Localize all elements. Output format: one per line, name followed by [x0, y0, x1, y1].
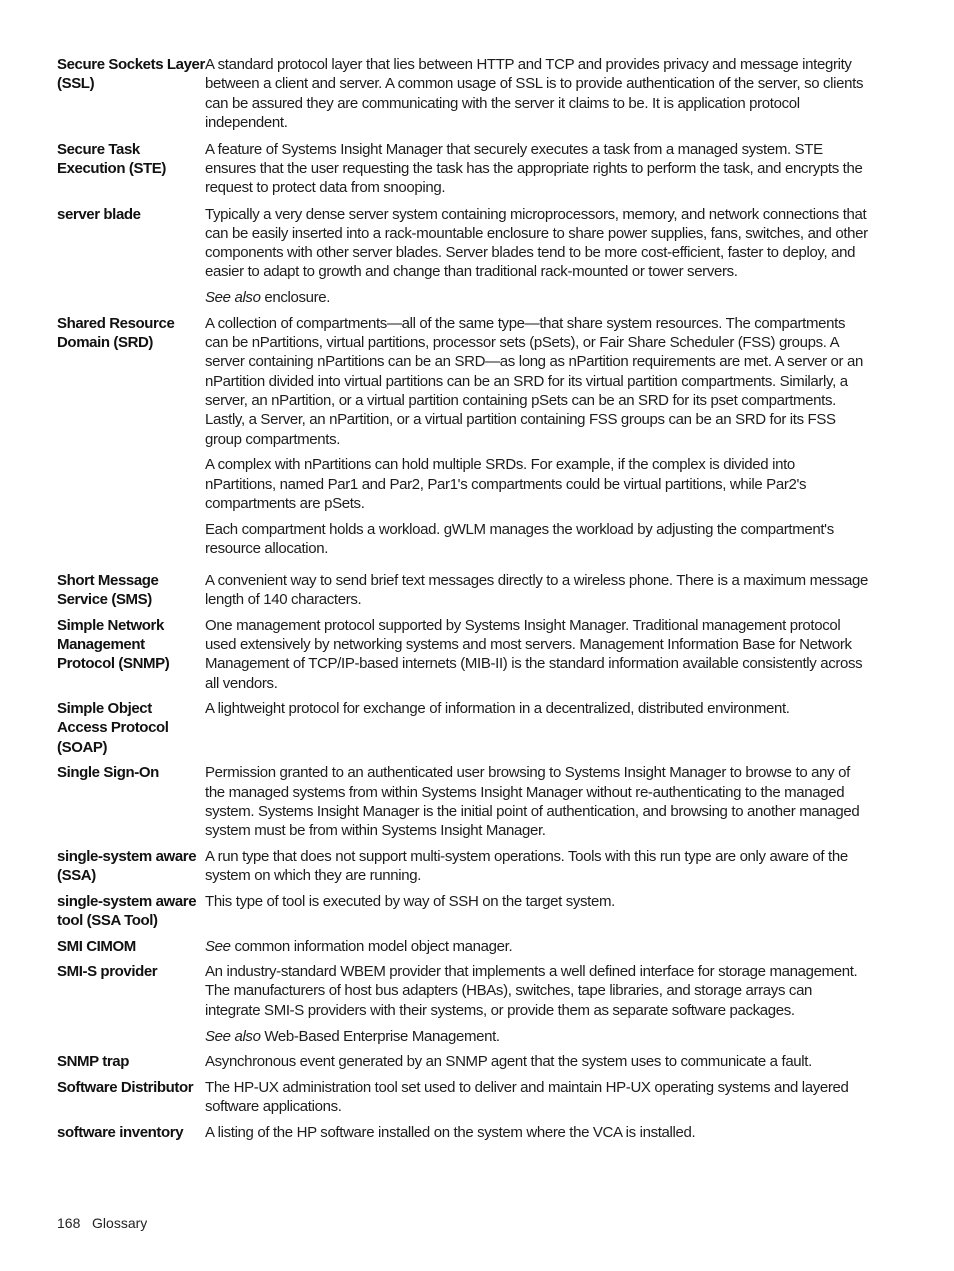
definition-paragraph: This type of tool is executed by way of SSH on the target system.: [205, 892, 615, 910]
page-number: 168: [57, 1215, 81, 1231]
see-also-label: See: [205, 937, 231, 955]
glossary-definition: [205, 55, 869, 132]
glossary-term: Short Message Service (SMS): [57, 571, 159, 609]
glossary-list: [57, 55, 869, 1142]
see-also-target: Web-Based Enterprise Management.: [260, 1027, 500, 1045]
definition-paragraph: An industry-standard WBEM provider that implements a well defined interface for storage management. The manufacturers of host bus adapters (HBAs), switches, tape libraries, and storage arrays can integrate SMI-S providers with their systems, or provide them as separate software packages.: [205, 963, 858, 1019]
see-also-target: common information model object manager.: [230, 937, 513, 955]
glossary-term: Secure Task Execution (STE): [57, 140, 167, 177]
glossary-term: single-system aware (SSA): [57, 847, 197, 885]
glossary-term: server blade: [57, 205, 141, 223]
definition-paragraph: A feature of Systems Insight Manager that securely executes a task from a managed system. STE ensures that the user requesting the task has the appropriate rights to perform the task, and encrypts the request to protect data from snooping.: [205, 140, 863, 197]
see-also-reference: [205, 1027, 869, 1046]
definition-paragraph: Permission granted to an authenticated user browsing to Systems Insight Manager to browse to any of the managed systems from within Systems Insight Manager without re-authenticating to the managed system. Systems Insight Manager is the initial point of authentication, and browsing to another managed system must be from within Systems Insight Manager.: [205, 764, 860, 840]
glossary-definition: [205, 1123, 869, 1142]
glossary-definition: [205, 937, 869, 956]
glossary-term: SMI-S provider: [57, 963, 158, 981]
definition-paragraph: A listing of the HP software installed on the system where the VCA is installed.: [205, 1123, 696, 1141]
glossary-term: SNMP trap: [57, 1053, 129, 1071]
definition-paragraph: The HP-UX administration tool set used to deliver and maintain HP-UX operating systems and layered software applications.: [205, 1078, 849, 1116]
see-also-label: See also: [205, 289, 261, 307]
glossary-entry: [57, 847, 869, 886]
glossary-term: software inventory: [57, 1123, 184, 1141]
glossary-entry: [57, 892, 869, 931]
definition-paragraph: A lightweight protocol for exchange of information in a decentralized, distributed environment.: [205, 700, 790, 718]
glossary-definition: [205, 314, 869, 559]
definition-paragraph: One management protocol supported by Systems Insight Manager. Traditional management protocol used extensively by networking systems and most servers. Management Information Base for Network Management of TCP/IP-based internets (MIB-II) is the standard information available consistently across all vendors.: [205, 616, 863, 692]
see-also-reference: [205, 937, 869, 956]
definition-paragraph: Typically a very dense server system containing microprocessors, memory, and network connections that can be easily inserted into a rack-mountable enclosure to share power supplies, fans, switches, and other components with other server blades. Server blades tend to be more cost-efficient, faster to deploy, and easier to adapt to growth and change than traditional rack-mounted or tower servers.: [205, 205, 868, 281]
definition-paragraph: Asynchronous event generated by an SNMP agent that the system uses to communicate a fault.: [205, 1053, 812, 1071]
glossary-entry: [57, 763, 869, 840]
definition-paragraph: A run type that does not support multi-system operations. Tools with this run type are only aware of the system on which they are running.: [205, 847, 848, 885]
see-also-target: enclosure.: [260, 289, 331, 307]
see-also-label: See also: [205, 1027, 261, 1045]
glossary-entry: [57, 205, 869, 308]
glossary-entry: [57, 314, 869, 559]
glossary-term: Simple Object Access Protocol (SOAP): [57, 700, 169, 756]
definition-paragraph: A standard protocol layer that lies between HTTP and TCP and provides privacy and message integrity between a client and server. A common usage of SSL is to provide authentication of the server, so clients can be assured they are communicating with the server it claims to be. It is application protocol independent.: [205, 56, 864, 131]
glossary-term: Simple Network Management Protocol (SNMP): [57, 616, 170, 673]
glossary-entry: [57, 1052, 869, 1071]
glossary-definition: [205, 1052, 869, 1071]
glossary-entry: [57, 571, 869, 610]
glossary-definition: [205, 962, 869, 1046]
glossary-term: single-system aware tool (SSA Tool): [57, 892, 197, 929]
glossary-definition: [205, 140, 869, 198]
glossary-term: Secure Sockets Layer (SSL): [57, 56, 205, 93]
footer-section-title: Glossary: [92, 1215, 148, 1231]
glossary-entry: [57, 937, 869, 956]
glossary-definition: [205, 616, 869, 693]
glossary-term: SMI CIMOM: [57, 937, 136, 955]
glossary-definition: [205, 892, 869, 931]
glossary-definition: [205, 847, 869, 886]
glossary-entry: [57, 1078, 869, 1117]
definition-paragraph: A complex with nPartitions can hold multiple SRDs. For example, if the complex is divided into nPartitions, named Par1 and Par2, Par1's compartments could be virtual partitions, while Par2's compartments are pSets.: [205, 456, 807, 513]
definition-paragraph: Each compartment holds a workload. gWLM manages the workload by adjusting the compartment's resource allocation.: [205, 520, 834, 558]
glossary-entry: [57, 699, 869, 757]
see-also-reference: [205, 288, 869, 307]
glossary-definition: [205, 571, 869, 610]
glossary-entry: [57, 962, 869, 1046]
glossary-entry: [57, 140, 869, 198]
glossary-term: Shared Resource Domain (SRD): [57, 314, 175, 352]
definition-paragraph: A collection of compartments—all of the same type—that share system resources. The compartments can be nPartitions, virtual partitions, processor sets (pSets), or Fair Share Scheduler (FSS) groups. A server containing nPartitions can be an SRD—as long as nPartition requirements are met. A server or an nPartition divided into virtual partitions can be an SRD for its virtual partition compartments. Similarly, a server, an nPartition, or a virtual partition containing pSets can be an SRD for its pset compartments. Lastly, a Server, an nPartition, or a virtual partition containing FSS groups can be an SRD for its FSS group compartments.: [205, 314, 863, 448]
glossary-term: Software Distributor: [57, 1078, 194, 1096]
glossary-entry: [57, 1123, 869, 1142]
definition-paragraph: A convenient way to send brief text messages directly to a wireless phone. There is a maximum message length of 140 characters.: [205, 571, 869, 609]
glossary-definition: [205, 1078, 869, 1117]
glossary-definition: [205, 205, 869, 308]
glossary-entry: [57, 616, 869, 693]
glossary-definition: [205, 763, 869, 840]
glossary-term: Single Sign-On: [57, 764, 159, 782]
glossary-definition: [205, 699, 869, 757]
glossary-entry: [57, 55, 869, 132]
page-footer: [57, 1215, 147, 1231]
